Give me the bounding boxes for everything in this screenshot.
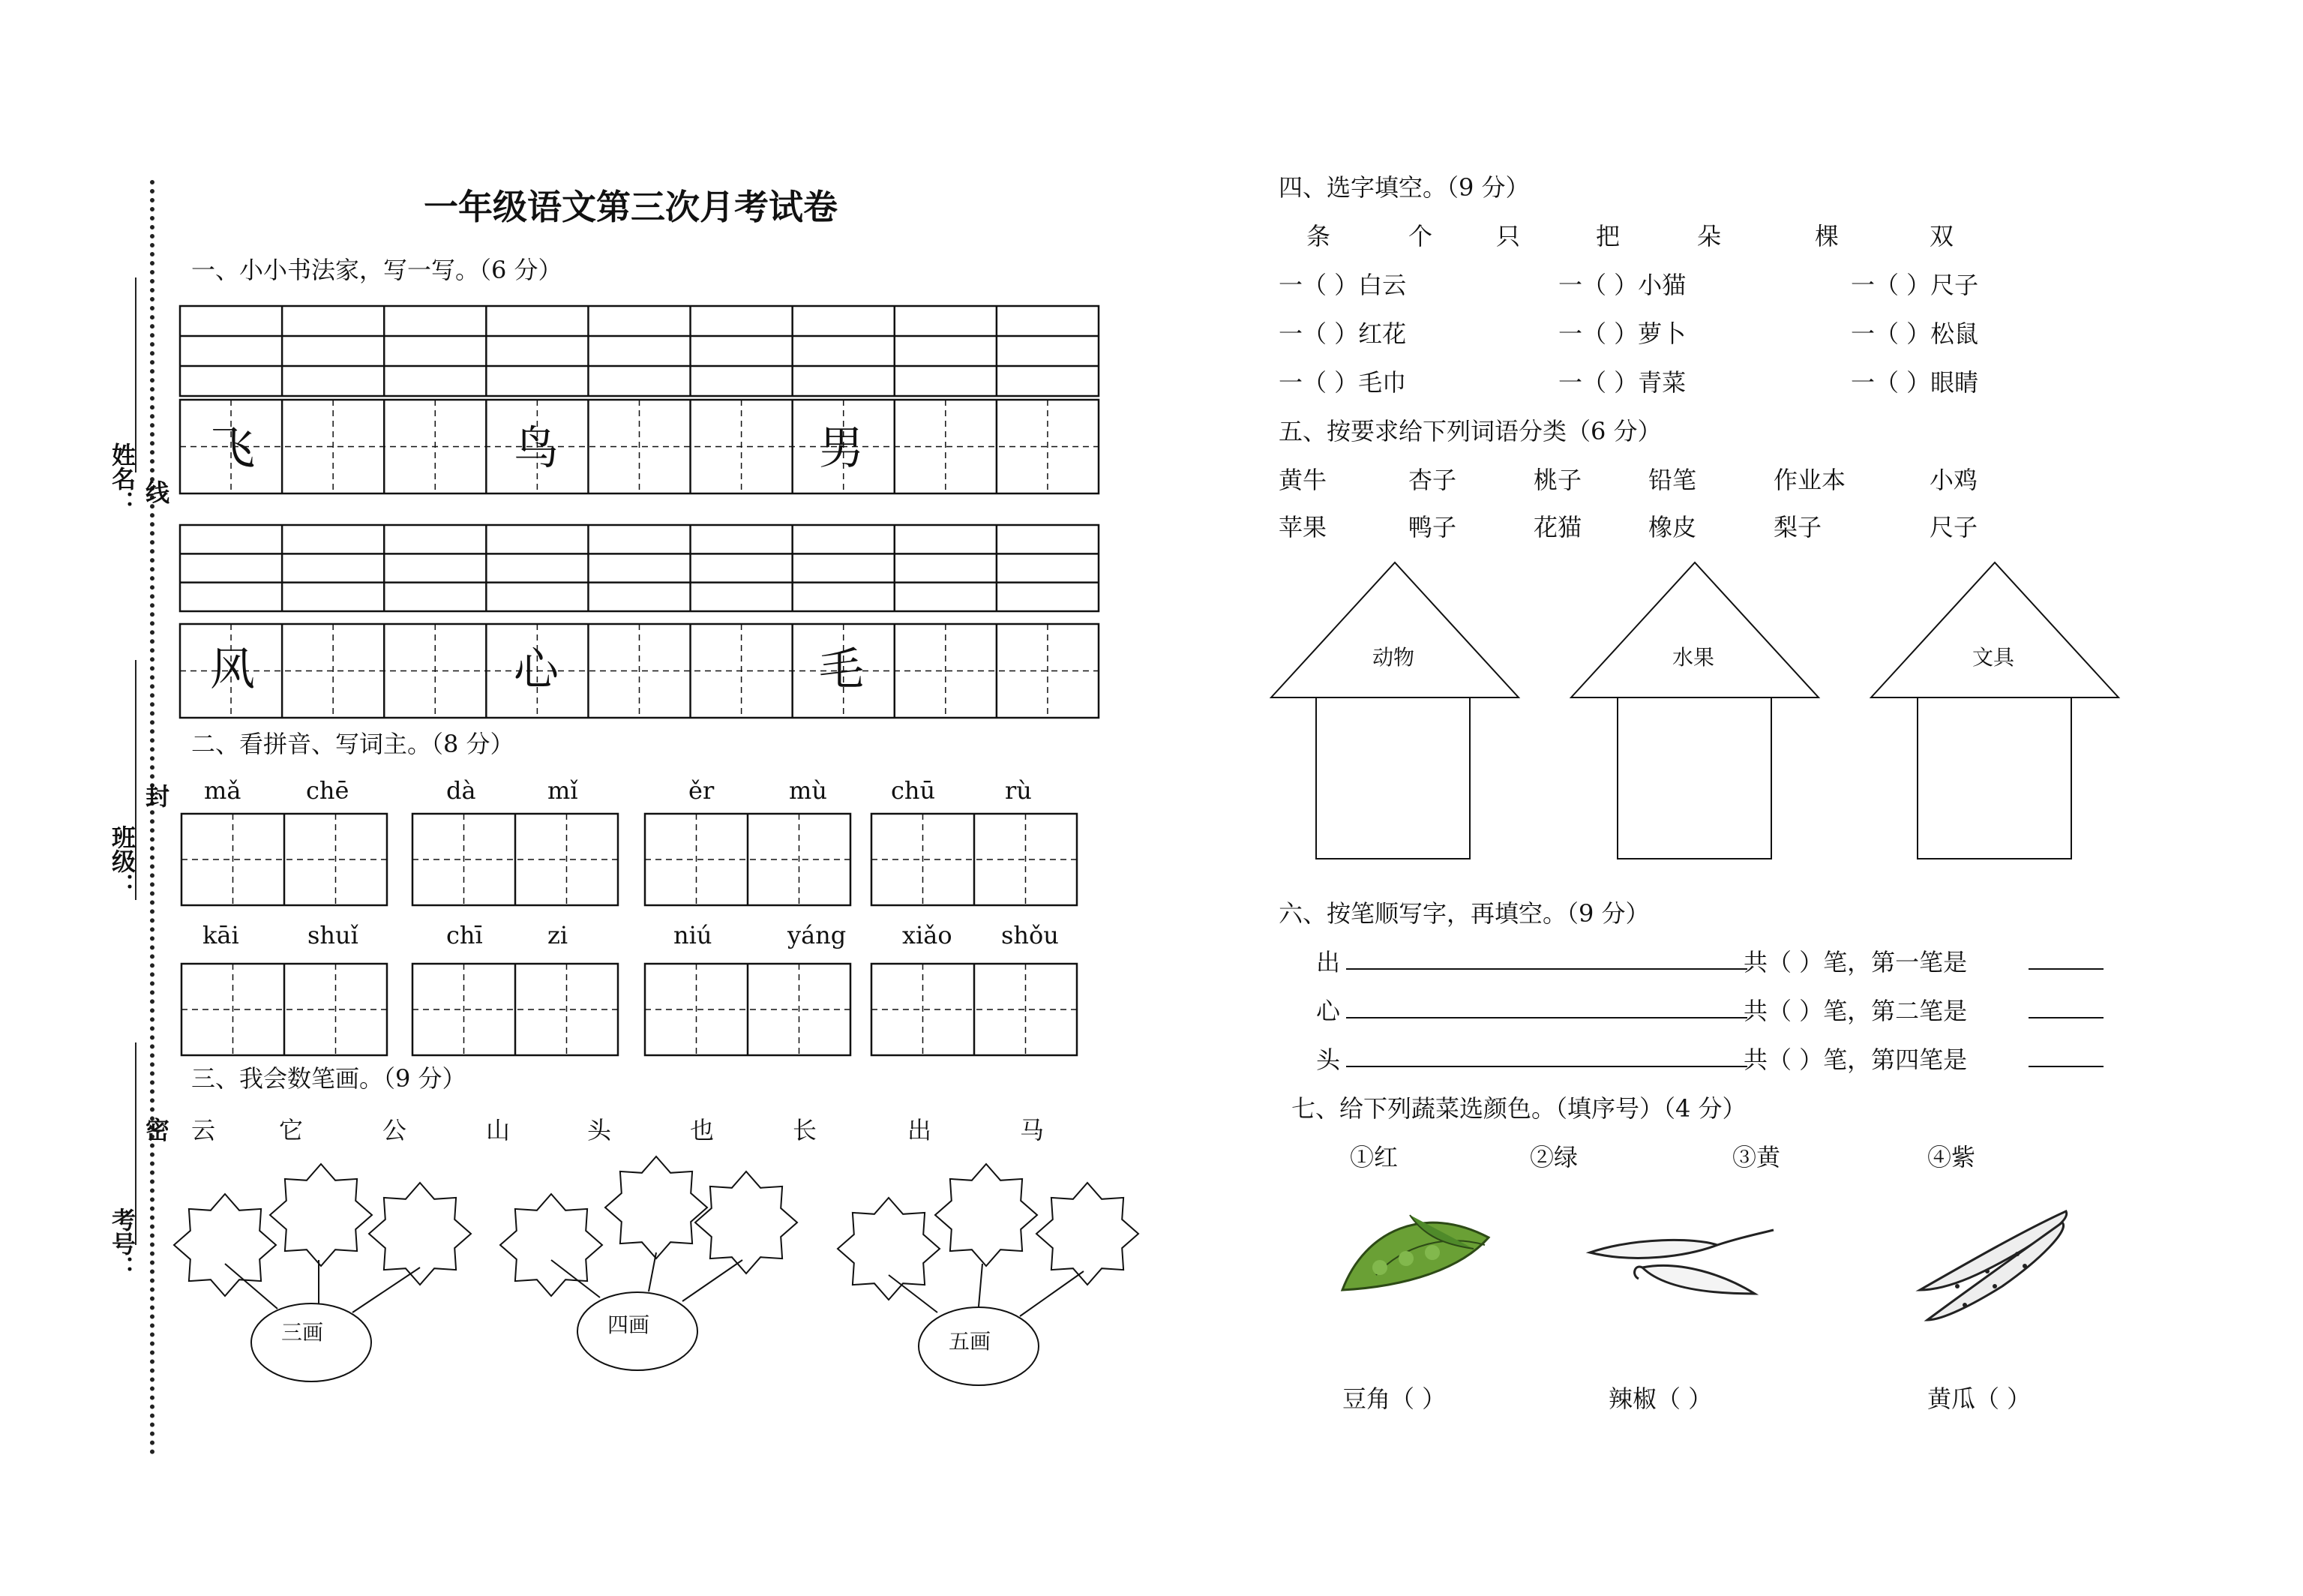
pinyin: shuǐ [307,921,358,950]
stroke-star-shape [174,1194,276,1296]
color-option: ②绿 [1530,1143,1579,1172]
stroke-star-shape [369,1183,471,1285]
word: 桃子 [1534,466,1582,494]
fill-blank[interactable]: 一（ ）尺子 [1851,271,1979,299]
option-char: 条 [1306,222,1331,250]
word: 梨子 [1774,513,1822,542]
stroke-char: 山 [486,1116,511,1144]
stroke-order-blank[interactable]: 共（ ）笔，第一笔是 [1744,948,1968,976]
color-option: ④紫 [1927,1143,1976,1172]
color-option: ①红 [1350,1143,1399,1172]
word: 鸭子 [1408,513,1457,542]
practice-char: 男 [819,422,864,475]
stroke-char: 也 [690,1116,715,1144]
seal-feng: 封 [142,784,170,808]
section4-heading: 四、选字填空。（9 分） [1279,173,1530,202]
house-roof [1571,562,1819,698]
stroke-star-shape [1036,1183,1138,1285]
word: 作业本 [1774,466,1846,494]
pinyin: yáng [787,921,847,950]
vegetable-answer[interactable]: 黄瓜（ ） [1927,1384,2032,1413]
fill-blank[interactable]: 一（ ）白云 [1279,271,1407,299]
seal-mi: 密 [142,1118,170,1142]
pinyin: shǒu [1001,921,1059,950]
pinyin: dà [446,776,476,805]
practice-char: 飞 [210,422,255,475]
stroke-star-shape [838,1198,940,1300]
word: 尺子 [1930,513,1978,542]
pinyin: ěr [688,776,715,805]
pinyin: mǐ [547,776,578,805]
house-label: 动物 [1372,645,1415,670]
stroke-star-shape [695,1172,797,1274]
house-label: 文具 [1972,645,2015,670]
name-label: 姓名： [108,442,136,514]
section3-heading: 三、我会数笔画。（9 分） [191,1064,466,1093]
house-body [1618,698,1771,859]
stroke-star-shape [605,1156,707,1258]
fill-blank[interactable]: 一（ ）松鼠 [1851,320,1979,348]
stroke-char: 公 [382,1116,407,1144]
word: 小鸡 [1930,466,1978,494]
stroke-group-label: 四画 [607,1312,650,1337]
page-title: 一年级语文第三次月考试卷 [424,187,838,227]
pinyin: niú [673,921,712,950]
stroke-group-label: 三画 [281,1320,324,1345]
stroke-star-shape [270,1164,372,1266]
fill-blank[interactable]: 一（ ）萝卜 [1558,320,1687,348]
stroke-star-shape [500,1194,602,1296]
pinyin: zi [547,921,568,950]
examno-label: 考号： [108,1208,136,1280]
section7-heading: 七、给下列蔬菜选颜色。（填序号）（4 分） [1291,1094,1747,1123]
vegetable-answer[interactable]: 豆角（ ） [1342,1384,1447,1413]
stroke-char: 马 [1020,1116,1045,1144]
word: 花猫 [1534,513,1582,542]
house-body [1316,698,1470,859]
fill-blank[interactable]: 一（ ）眼睛 [1851,368,1979,397]
fill-blank[interactable]: 一（ ）毛巾 [1279,368,1407,397]
section2-heading: 二、看拼音、写词主。（8 分） [191,730,514,758]
stroke-group-label: 五画 [949,1329,991,1354]
practice-char: 风 [210,644,255,696]
house-body [1918,698,2071,859]
house-roof [1871,562,2119,698]
stroke-star-shape [935,1164,1037,1266]
pinyin: chī [446,921,483,950]
chili-pepper-icon [1590,1230,1774,1294]
stroke-count-oval [577,1292,697,1370]
word: 黄牛 [1279,466,1327,494]
seal-xian: 线 [142,480,170,504]
fill-blank[interactable]: 一（ ）小猫 [1558,271,1687,299]
pinyin: mù [789,776,827,805]
stroke-order-char: 头 [1316,1046,1341,1074]
pinyin: kāi [202,921,239,950]
fill-blank[interactable]: 一（ ）青菜 [1558,368,1687,397]
stroke-char: 头 [587,1116,612,1144]
option-char: 双 [1930,222,1954,250]
stroke-char: 长 [793,1116,817,1144]
stroke-char: 出 [907,1116,932,1144]
stroke-char: 云 [191,1116,216,1144]
option-char: 只 [1496,222,1521,250]
green-bean-icon [1342,1215,1489,1290]
stroke-count-oval [919,1307,1039,1385]
class-label: 班级： [108,825,136,897]
section1-heading: 一、小小书法家，写一写。（6 分） [191,256,562,284]
practice-char: 鸟 [514,422,559,475]
color-option: ③黄 [1732,1143,1781,1172]
pinyin: chū [891,776,936,805]
cucumber-icon [1920,1211,2067,1320]
stroke-order-char: 心 [1316,997,1341,1025]
fill-blank[interactable]: 一（ ）红花 [1279,320,1407,348]
option-char: 棵 [1815,222,1840,250]
stroke-count-oval [251,1304,371,1382]
pinyin: mǎ [204,776,241,805]
practice-char: 毛 [819,644,864,696]
option-char: 个 [1408,222,1433,250]
word: 橡皮 [1648,513,1697,542]
option-char: 朵 [1697,222,1722,250]
section6-heading: 六、按笔顺写字，再填空。（9 分） [1279,899,1650,928]
word: 铅笔 [1648,466,1697,494]
option-char: 把 [1596,222,1621,250]
pinyin: xiǎo [902,921,952,950]
practice-char: 心 [514,644,559,696]
word: 杏子 [1408,466,1457,494]
stroke-order-blank[interactable]: 共（ ）笔，第二笔是 [1744,997,1968,1025]
section5-heading: 五、按要求给下列词语分类（6 分） [1279,417,1662,446]
stroke-char: 它 [279,1116,304,1144]
pinyin: rù [1005,776,1032,805]
word: 苹果 [1279,513,1327,542]
pinyin: chē [306,776,349,805]
house-label: 水果 [1672,645,1715,670]
stroke-order-blank[interactable]: 共（ ）笔，第四笔是 [1744,1046,1968,1074]
house-roof [1271,562,1519,698]
vegetable-answer[interactable]: 辣椒（ ） [1609,1384,1713,1413]
stroke-order-char: 出 [1316,948,1341,976]
